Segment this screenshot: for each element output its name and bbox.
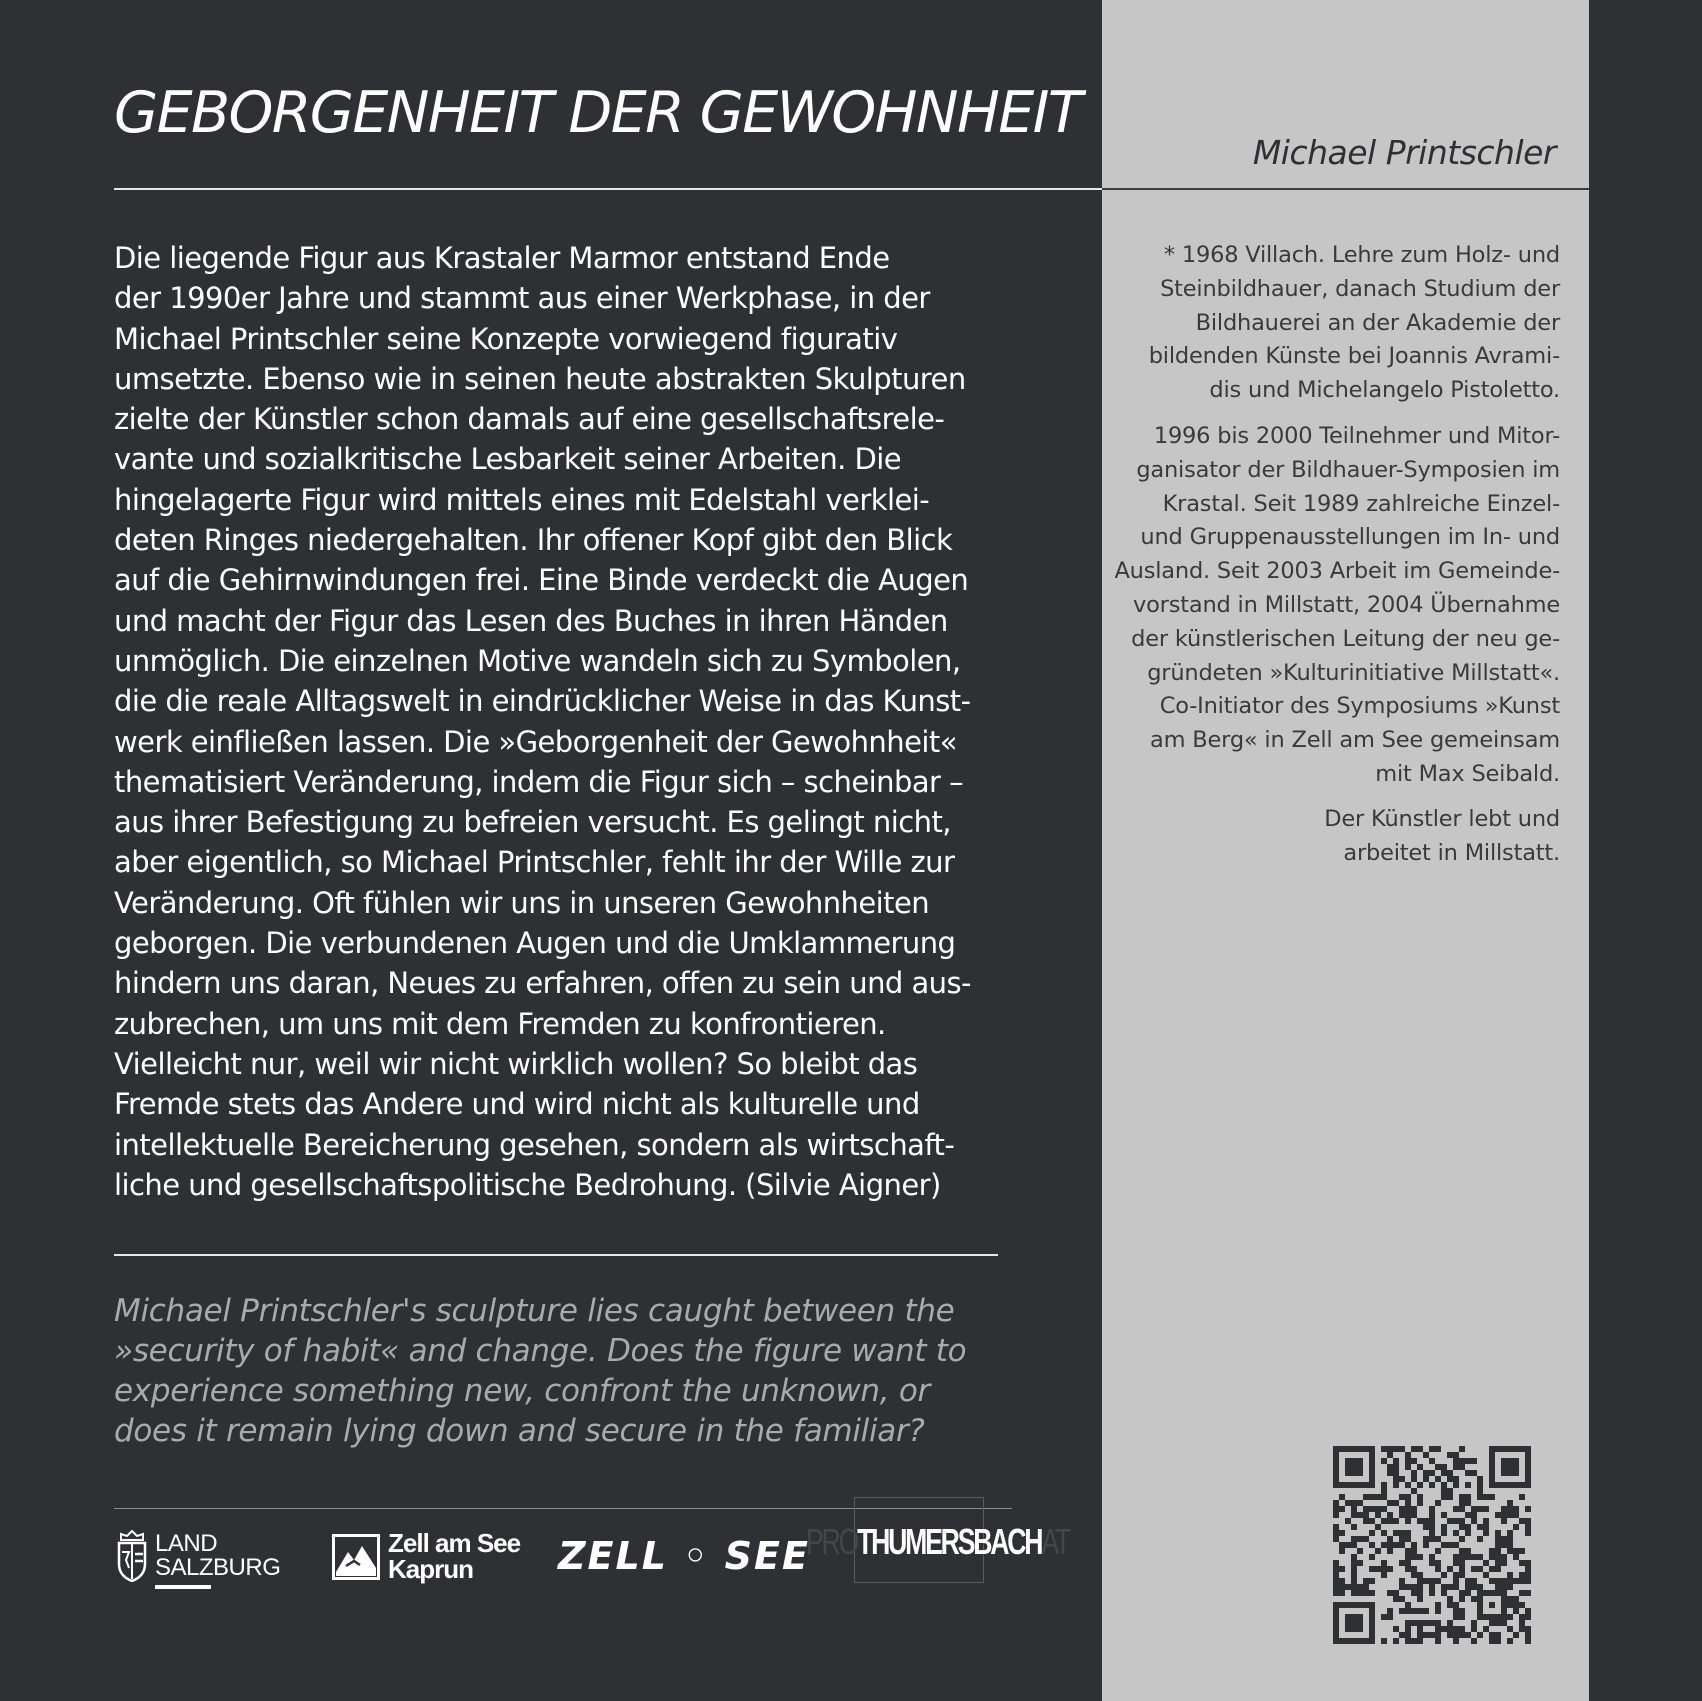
english-text-line: does it remain lying down and secure in the familiar? xyxy=(114,1413,925,1449)
logo-text-zell-am-see: Zell am See xyxy=(388,1528,521,1558)
bio-paragraph-birth xyxy=(1149,239,1560,408)
title-divider-right xyxy=(1102,188,1589,190)
main-text-line: auf die Gehirnwindungen frei. Eine Binde verdeckt die Augen xyxy=(114,563,969,598)
zell-see-logo: ZELL ◦ SEE xyxy=(558,1534,810,1578)
logo-text-thumersbach: PROTHUMERSBACHAT xyxy=(806,1521,1069,1562)
main-text-line: der 1990er Jahre und stammt aus einer Werkphase, in der xyxy=(114,281,930,316)
coat-of-arms-icon xyxy=(117,1530,147,1582)
bio-line: 1996 bis 2000 Teilnehmer und Mitor- xyxy=(1153,423,1560,449)
main-text-line: und macht der Figur das Lesen des Buches in ihren Händen xyxy=(114,603,948,638)
bio-line: bildenden Künste bei Joannis Avrami- xyxy=(1148,343,1560,370)
pro-thumersbach-logo xyxy=(806,1497,1069,1583)
page-title: GEBORGENHEIT DER GEWOHNHEIT xyxy=(114,80,1082,146)
bio-line: Ausland. Seit 2003 Arbeit im Gemeinde- xyxy=(1114,558,1560,585)
qr-code[interactable] xyxy=(1333,1446,1531,1644)
main-text-line: werk einfließen lassen. Die »Geborgenheit der Gewohnheit« xyxy=(114,724,957,759)
bio-line: Co-Initiator des Symposiums »Kunst xyxy=(1159,693,1560,720)
bio-line: mit Max Seibald. xyxy=(1375,760,1560,787)
english-summary xyxy=(114,1291,966,1451)
logo-text-salzburg: SALZBURG xyxy=(155,1554,281,1581)
english-text-line: Michael Printschler's sculpture lies caught between the xyxy=(114,1293,955,1329)
bio-line: arbeitet in Millstatt. xyxy=(1343,839,1560,866)
main-text-line: Die liegende Figur aus Krastaler Marmor entstand Ende xyxy=(114,241,890,275)
logo-text-land: LAND xyxy=(155,1530,218,1557)
main-text-line: die die reale Alltagswelt in eindrücklicher Weise in das Kunst- xyxy=(114,684,971,719)
english-text-line: »security of habit« and change. Does the figure want to xyxy=(114,1333,967,1369)
bio-line: Der Künstler lebt und xyxy=(1324,806,1560,832)
bio-line: am Berg« in Zell am See gemeinsam xyxy=(1150,727,1560,754)
main-text-line: intellektuelle Bereicherung gesehen, sondern als wirtschaft- xyxy=(114,1127,955,1162)
main-text-line: Vielleicht nur, weil wir nicht wirklich wollen? So bleibt das xyxy=(114,1046,918,1081)
main-text-line: umsetzte. Ebenso wie in seinen heute abstrakten Skulpturen xyxy=(114,361,966,396)
bio-line: der künstlerischen Leitung der neu ge- xyxy=(1131,625,1560,652)
main-text-line: Veränderung. Oft fühlen wir uns in unseren Gewohnheiten xyxy=(114,885,930,920)
bio-line: ganisator der Bildhauer-Symposien im xyxy=(1136,456,1560,483)
main-text-line: aber eigentlich, so Michael Printschler, fehlt ihr der Wille zur xyxy=(114,845,955,880)
english-text-line: experience something new, confront the unknown, or xyxy=(114,1373,930,1409)
zell-am-see-kaprun-logo xyxy=(332,1530,532,1590)
logo-underline xyxy=(155,1585,211,1589)
artist-name: Michael Printschler xyxy=(1252,133,1556,172)
mountain-icon xyxy=(332,1534,380,1580)
bio-line: vorstand in Millstatt, 2004 Übernahme xyxy=(1133,591,1560,618)
right-edge-strip xyxy=(1589,0,1702,1701)
bio-line: dis und Michelangelo Pistoletto. xyxy=(1209,377,1560,404)
logo-text-kaprun: Kaprun xyxy=(388,1554,473,1584)
main-text-line: zielte der Künstler schon damals auf eine gesellschaftsrele- xyxy=(114,402,945,437)
main-text-line: Fremde stets das Andere und wird nicht als kulturelle und xyxy=(114,1087,920,1122)
bio-line: Bildhauerei an der Akademie der xyxy=(1195,309,1560,336)
bio-line: * 1968 Villach. Lehre zum Holz- und xyxy=(1163,242,1560,268)
section-divider xyxy=(114,1254,998,1256)
main-text-line: vante und sozialkritische Lesbarkeit seiner Arbeiten. Die xyxy=(114,442,902,477)
bio-line: gründeten »Kulturinitiative Millstatt«. xyxy=(1147,659,1560,686)
land-salzburg-logo xyxy=(117,1530,287,1590)
main-text-line: Michael Printschler seine Konzepte vorwiegend figurativ xyxy=(114,321,898,356)
main-text-line: unmöglich. Die einzelnen Motive wandeln sich zu Symbolen, xyxy=(114,643,961,678)
main-description xyxy=(114,238,971,1205)
bio-paragraph-career xyxy=(1114,420,1560,792)
main-text-line: aus ihrer Befestigung zu befreien versucht. Es gelingt nicht, xyxy=(114,805,951,840)
main-text-line: zubrechen, um uns mit dem Fremden zu konfrontieren. xyxy=(114,1006,886,1041)
bio-line: Steinbildhauer, danach Studium der xyxy=(1160,275,1560,302)
main-text-line: thematisiert Veränderung, indem die Figur sich – scheinbar – xyxy=(114,764,964,799)
main-text-line: geborgen. Die verbundenen Augen und die Umklammerung xyxy=(114,926,956,961)
title-divider xyxy=(114,188,1102,190)
main-text-line: liche und gesellschaftspolitische Bedrohung. (Silvie Aigner) xyxy=(114,1167,941,1202)
bio-paragraph-residence xyxy=(1324,803,1560,871)
bio-line: Krastal. Seit 1989 zahlreiche Einzel- xyxy=(1162,490,1560,517)
main-text-line: hindern uns daran, Neues zu erfahren, offen zu sein und aus- xyxy=(114,966,971,1001)
main-text-line: hingelagerte Figur wird mittels eines mit Edelstahl verklei- xyxy=(114,482,930,517)
bio-line: und Gruppenausstellungen im In- und xyxy=(1140,524,1560,551)
main-text-line: deten Ringes niedergehalten. Ihr offener Kopf gibt den Blick xyxy=(114,523,953,558)
